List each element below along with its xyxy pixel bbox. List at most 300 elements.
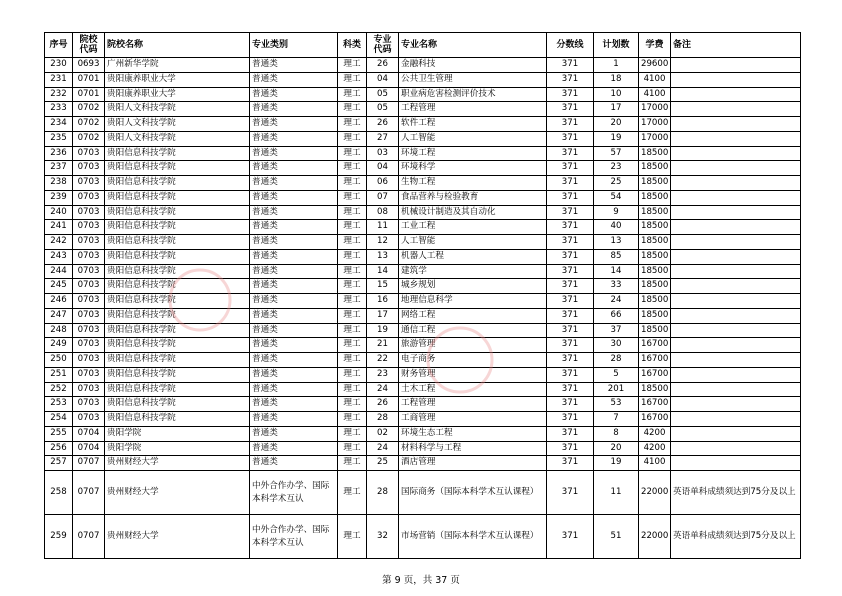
cell-major-type: 普通类 [250, 412, 338, 427]
cell-school-code: 0703 [73, 176, 105, 191]
cell-score-line: 371 [547, 397, 594, 412]
cell-score-line: 371 [547, 456, 594, 471]
cell-school-code: 0703 [73, 264, 105, 279]
cell-tuition: 29600 [639, 58, 671, 73]
cell-subject: 理工 [338, 426, 367, 441]
cell-tuition: 16700 [639, 353, 671, 368]
cell-major-code: 24 [367, 441, 399, 456]
cell-major-code: 23 [367, 367, 399, 382]
cell-score-line: 371 [547, 205, 594, 220]
cell-subject: 理工 [338, 249, 367, 264]
cell-tuition: 17000 [639, 131, 671, 146]
cell-plan: 20 [594, 117, 639, 132]
cell-note [671, 58, 801, 73]
cell-score-line: 371 [547, 426, 594, 441]
cell-seq: 235 [45, 131, 73, 146]
table-row [45, 353, 801, 368]
cell-subject: 理工 [338, 161, 367, 176]
cell-subject: 理工 [338, 456, 367, 471]
cell-note [671, 426, 801, 441]
cell-major-type: 普通类 [250, 87, 338, 102]
cell-subject: 理工 [338, 323, 367, 338]
cell-subject: 理工 [338, 279, 367, 294]
table-row [45, 294, 801, 309]
cell-major-type: 普通类 [250, 382, 338, 397]
cell-note [671, 367, 801, 382]
cell-seq: 246 [45, 294, 73, 309]
cell-tuition: 18500 [639, 294, 671, 309]
cell-major-code: 32 [367, 515, 399, 559]
table-row [45, 176, 801, 191]
cell-tuition: 18500 [639, 205, 671, 220]
cell-school-code: 0703 [73, 397, 105, 412]
cell-school-name: 贵阳信息科技学院 [105, 294, 250, 309]
cell-score-line: 371 [547, 338, 594, 353]
cell-seq: 249 [45, 338, 73, 353]
cell-subject: 理工 [338, 471, 367, 515]
cell-seq: 239 [45, 190, 73, 205]
cell-school-name: 广州新华学院 [105, 58, 250, 73]
cell-seq: 241 [45, 220, 73, 235]
cell-score-line: 371 [547, 220, 594, 235]
cell-tuition: 18500 [639, 146, 671, 161]
cell-tuition: 4100 [639, 456, 671, 471]
header-major-name: 专业名称 [399, 33, 547, 58]
cell-plan: 8 [594, 426, 639, 441]
cell-major-type: 普通类 [250, 441, 338, 456]
cell-school-code: 0704 [73, 426, 105, 441]
cell-tuition: 22000 [639, 515, 671, 559]
cell-major-name: 食品营养与检验教育 [399, 190, 547, 205]
cell-school-code: 0703 [73, 161, 105, 176]
cell-seq: 243 [45, 249, 73, 264]
cell-major-name: 机器人工程 [399, 249, 547, 264]
cell-tuition: 18500 [639, 220, 671, 235]
header-major-code: 专业 代码 [367, 33, 399, 58]
table-row [45, 397, 801, 412]
cell-seq: 256 [45, 441, 73, 456]
cell-score-line: 371 [547, 176, 594, 191]
cell-plan: 7 [594, 412, 639, 427]
cell-subject: 理工 [338, 87, 367, 102]
cell-seq: 253 [45, 397, 73, 412]
page-footer: 第 9 页，共 37 页 [382, 575, 460, 586]
admission-table [44, 32, 801, 559]
cell-school-name: 贵阳康养职业大学 [105, 72, 250, 87]
cell-tuition: 17000 [639, 117, 671, 132]
cell-major-code: 04 [367, 161, 399, 176]
cell-note [671, 338, 801, 353]
table-row [45, 146, 801, 161]
cell-school-name: 贵阳人文科技学院 [105, 102, 250, 117]
cell-score-line: 371 [547, 279, 594, 294]
cell-subject: 理工 [338, 190, 367, 205]
cell-subject: 理工 [338, 117, 367, 132]
cell-score-line: 371 [547, 412, 594, 427]
cell-plan: 11 [594, 471, 639, 515]
cell-score-line: 371 [547, 249, 594, 264]
cell-tuition: 16700 [639, 338, 671, 353]
cell-seq: 258 [45, 471, 73, 515]
cell-major-name: 网络工程 [399, 308, 547, 323]
header-score-line: 分数线 [547, 33, 594, 58]
cell-school-code: 0693 [73, 58, 105, 73]
cell-major-name: 职业病危害检测评价技术 [399, 87, 547, 102]
cell-major-code: 26 [367, 58, 399, 73]
cell-seq: 248 [45, 323, 73, 338]
cell-score-line: 371 [547, 367, 594, 382]
cell-note [671, 131, 801, 146]
cell-school-name: 贵州财经大学 [105, 456, 250, 471]
cell-tuition: 18500 [639, 264, 671, 279]
cell-score-line: 371 [547, 515, 594, 559]
table-row [45, 131, 801, 146]
cell-school-code: 0701 [73, 72, 105, 87]
cell-major-type: 普通类 [250, 176, 338, 191]
cell-plan: 20 [594, 441, 639, 456]
cell-major-type: 普通类 [250, 367, 338, 382]
cell-note [671, 146, 801, 161]
cell-subject: 理工 [338, 205, 367, 220]
header-subject: 科类 [338, 33, 367, 58]
cell-major-code: 11 [367, 220, 399, 235]
cell-tuition: 18500 [639, 161, 671, 176]
header-row [45, 33, 801, 58]
table-row [45, 382, 801, 397]
cell-major-type: 普通类 [250, 235, 338, 250]
table-row [45, 264, 801, 279]
cell-school-code: 0703 [73, 249, 105, 264]
cell-seq: 238 [45, 176, 73, 191]
cell-tuition: 4200 [639, 426, 671, 441]
cell-major-name: 通信工程 [399, 323, 547, 338]
cell-plan: 10 [594, 87, 639, 102]
cell-tuition: 4200 [639, 441, 671, 456]
admission-plan-sheet [44, 32, 800, 559]
cell-school-name: 贵阳信息科技学院 [105, 397, 250, 412]
cell-subject: 理工 [338, 176, 367, 191]
cell-school-code: 0703 [73, 190, 105, 205]
cell-school-name: 贵阳信息科技学院 [105, 235, 250, 250]
cell-note [671, 87, 801, 102]
cell-seq: 230 [45, 58, 73, 73]
cell-tuition: 18500 [639, 249, 671, 264]
cell-note [671, 412, 801, 427]
cell-score-line: 371 [547, 190, 594, 205]
cell-score-line: 371 [547, 294, 594, 309]
cell-major-code: 04 [367, 72, 399, 87]
cell-major-name: 人工智能 [399, 131, 547, 146]
cell-major-name: 生物工程 [399, 176, 547, 191]
table-row [45, 456, 801, 471]
cell-major-name: 市场营销（国际本科学术互认课程） [399, 515, 547, 559]
cell-subject: 理工 [338, 515, 367, 559]
cell-major-code: 27 [367, 131, 399, 146]
cell-score-line: 371 [547, 72, 594, 87]
cell-major-code: 25 [367, 456, 399, 471]
cell-school-name: 贵阳康养职业大学 [105, 87, 250, 102]
header-plan: 计划数 [594, 33, 639, 58]
cell-major-name: 建筑学 [399, 264, 547, 279]
cell-school-name: 贵阳信息科技学院 [105, 412, 250, 427]
cell-plan: 85 [594, 249, 639, 264]
cell-major-type: 普通类 [250, 249, 338, 264]
cell-seq: 232 [45, 87, 73, 102]
cell-subject: 理工 [338, 264, 367, 279]
cell-score-line: 371 [547, 353, 594, 368]
cell-major-code: 16 [367, 294, 399, 309]
cell-seq: 244 [45, 264, 73, 279]
cell-note [671, 235, 801, 250]
cell-tuition: 18500 [639, 308, 671, 323]
cell-subject: 理工 [338, 131, 367, 146]
cell-school-name: 贵阳人文科技学院 [105, 117, 250, 132]
cell-major-code: 17 [367, 308, 399, 323]
cell-note [671, 279, 801, 294]
cell-school-code: 0702 [73, 131, 105, 146]
cell-school-name: 贵阳信息科技学院 [105, 176, 250, 191]
cell-score-line: 371 [547, 102, 594, 117]
cell-subject: 理工 [338, 412, 367, 427]
cell-seq: 240 [45, 205, 73, 220]
cell-note [671, 441, 801, 456]
cell-school-name: 贵州财经大学 [105, 515, 250, 559]
cell-seq: 237 [45, 161, 73, 176]
cell-major-type: 普通类 [250, 205, 338, 220]
cell-note: 英语单科成绩须达到75分及以上 [671, 471, 801, 515]
cell-major-type: 普通类 [250, 353, 338, 368]
cell-major-type: 普通类 [250, 102, 338, 117]
cell-major-type: 中外合作办学、国际本科学术互认 [250, 471, 338, 515]
cell-school-code: 0703 [73, 205, 105, 220]
cell-tuition: 18500 [639, 382, 671, 397]
table-row [45, 412, 801, 427]
header-school-name: 院校名称 [105, 33, 250, 58]
cell-subject: 理工 [338, 235, 367, 250]
cell-plan: 66 [594, 308, 639, 323]
cell-plan: 13 [594, 235, 639, 250]
cell-school-name: 贵阳人文科技学院 [105, 131, 250, 146]
cell-school-name: 贵阳信息科技学院 [105, 161, 250, 176]
cell-major-name: 软件工程 [399, 117, 547, 132]
cell-tuition: 18500 [639, 279, 671, 294]
cell-major-code: 02 [367, 426, 399, 441]
cell-school-code: 0703 [73, 146, 105, 161]
cell-score-line: 371 [547, 161, 594, 176]
cell-score-line: 371 [547, 117, 594, 132]
cell-major-name: 酒店管理 [399, 456, 547, 471]
cell-school-name: 贵阳信息科技学院 [105, 146, 250, 161]
cell-plan: 37 [594, 323, 639, 338]
cell-plan: 19 [594, 456, 639, 471]
cell-school-code: 0703 [73, 353, 105, 368]
cell-plan: 14 [594, 264, 639, 279]
cell-note [671, 249, 801, 264]
cell-major-name: 公共卫生管理 [399, 72, 547, 87]
cell-major-name: 财务管理 [399, 367, 547, 382]
cell-school-code: 0703 [73, 412, 105, 427]
cell-major-name: 地理信息科学 [399, 294, 547, 309]
cell-score-line: 371 [547, 58, 594, 73]
cell-major-code: 13 [367, 249, 399, 264]
cell-major-name: 工程管理 [399, 102, 547, 117]
cell-major-type: 中外合作办学、国际本科学术互认 [250, 515, 338, 559]
cell-note [671, 72, 801, 87]
cell-note [671, 294, 801, 309]
cell-major-type: 普通类 [250, 294, 338, 309]
cell-major-name: 电子商务 [399, 353, 547, 368]
cell-major-code: 21 [367, 338, 399, 353]
cell-major-name: 金融科技 [399, 58, 547, 73]
cell-school-name: 贵阳信息科技学院 [105, 353, 250, 368]
cell-major-name: 旅游管理 [399, 338, 547, 353]
header-major-type: 专业类别 [250, 33, 338, 58]
cell-note [671, 220, 801, 235]
table-row [45, 190, 801, 205]
cell-seq: 257 [45, 456, 73, 471]
cell-major-code: 15 [367, 279, 399, 294]
cell-note [671, 176, 801, 191]
cell-plan: 25 [594, 176, 639, 191]
cell-plan: 1 [594, 58, 639, 73]
cell-seq: 233 [45, 102, 73, 117]
cell-plan: 57 [594, 146, 639, 161]
cell-school-code: 0703 [73, 220, 105, 235]
cell-major-name: 工业工程 [399, 220, 547, 235]
cell-plan: 17 [594, 102, 639, 117]
cell-seq: 236 [45, 146, 73, 161]
cell-plan: 201 [594, 382, 639, 397]
cell-school-code: 0707 [73, 471, 105, 515]
table-row [45, 515, 801, 559]
cell-tuition: 18500 [639, 190, 671, 205]
table-row [45, 441, 801, 456]
cell-major-type: 普通类 [250, 323, 338, 338]
header-school-code: 院校 代码 [73, 33, 105, 58]
cell-note [671, 397, 801, 412]
cell-major-code: 26 [367, 397, 399, 412]
cell-score-line: 371 [547, 235, 594, 250]
cell-plan: 30 [594, 338, 639, 353]
cell-seq: 242 [45, 235, 73, 250]
cell-major-code: 19 [367, 323, 399, 338]
cell-school-name: 贵阳信息科技学院 [105, 308, 250, 323]
cell-tuition: 4100 [639, 87, 671, 102]
cell-school-name: 贵阳信息科技学院 [105, 205, 250, 220]
cell-major-name: 环境生态工程 [399, 426, 547, 441]
cell-seq: 255 [45, 426, 73, 441]
cell-tuition: 18500 [639, 323, 671, 338]
cell-school-name: 贵阳信息科技学院 [105, 279, 250, 294]
table-body [45, 58, 801, 559]
cell-score-line: 371 [547, 471, 594, 515]
cell-subject: 理工 [338, 294, 367, 309]
cell-note: 英语单科成绩须达到75分及以上 [671, 515, 801, 559]
cell-seq: 231 [45, 72, 73, 87]
cell-major-code: 26 [367, 117, 399, 132]
cell-school-code: 0704 [73, 441, 105, 456]
cell-score-line: 371 [547, 131, 594, 146]
cell-note [671, 323, 801, 338]
cell-subject: 理工 [338, 367, 367, 382]
cell-plan: 18 [594, 72, 639, 87]
cell-major-code: 24 [367, 382, 399, 397]
cell-score-line: 371 [547, 308, 594, 323]
table-row [45, 367, 801, 382]
cell-seq: 254 [45, 412, 73, 427]
cell-school-code: 0703 [73, 308, 105, 323]
table-row [45, 72, 801, 87]
cell-score-line: 371 [547, 323, 594, 338]
cell-note [671, 117, 801, 132]
table-row [45, 426, 801, 441]
cell-major-type: 普通类 [250, 58, 338, 73]
cell-tuition: 16700 [639, 397, 671, 412]
cell-major-code: 22 [367, 353, 399, 368]
table-row [45, 338, 801, 353]
cell-major-name: 工程管理 [399, 397, 547, 412]
table-row [45, 87, 801, 102]
cell-major-type: 普通类 [250, 131, 338, 146]
cell-note [671, 190, 801, 205]
cell-tuition: 18500 [639, 235, 671, 250]
cell-major-code: 07 [367, 190, 399, 205]
cell-tuition: 22000 [639, 471, 671, 515]
cell-note [671, 456, 801, 471]
cell-major-name: 环境科学 [399, 161, 547, 176]
cell-major-code: 08 [367, 205, 399, 220]
cell-school-name: 贵阳信息科技学院 [105, 323, 250, 338]
cell-major-name: 材料科学与工程 [399, 441, 547, 456]
cell-plan: 28 [594, 353, 639, 368]
table-row [45, 58, 801, 73]
cell-subject: 理工 [338, 220, 367, 235]
table-row [45, 308, 801, 323]
cell-major-name: 工商管理 [399, 412, 547, 427]
cell-note [671, 161, 801, 176]
table-row [45, 471, 801, 515]
cell-major-type: 普通类 [250, 338, 338, 353]
cell-school-name: 贵阳信息科技学院 [105, 249, 250, 264]
cell-school-code: 0703 [73, 367, 105, 382]
cell-major-code: 03 [367, 146, 399, 161]
table-row [45, 249, 801, 264]
cell-school-name: 贵阳信息科技学院 [105, 338, 250, 353]
cell-plan: 23 [594, 161, 639, 176]
cell-school-name: 贵阳学院 [105, 426, 250, 441]
cell-subject: 理工 [338, 308, 367, 323]
cell-seq: 234 [45, 117, 73, 132]
cell-major-type: 普通类 [250, 426, 338, 441]
cell-major-name: 机械设计制造及其自动化 [399, 205, 547, 220]
cell-school-code: 0703 [73, 235, 105, 250]
cell-plan: 33 [594, 279, 639, 294]
cell-major-type: 普通类 [250, 264, 338, 279]
cell-subject: 理工 [338, 382, 367, 397]
cell-major-code: 05 [367, 87, 399, 102]
header-tuition: 学费 [639, 33, 671, 58]
table-row [45, 220, 801, 235]
table-row [45, 323, 801, 338]
table-row [45, 161, 801, 176]
cell-seq: 251 [45, 367, 73, 382]
cell-major-code: 14 [367, 264, 399, 279]
cell-major-type: 普通类 [250, 117, 338, 132]
cell-score-line: 371 [547, 146, 594, 161]
cell-major-type: 普通类 [250, 279, 338, 294]
cell-plan: 9 [594, 205, 639, 220]
cell-school-name: 贵阳信息科技学院 [105, 190, 250, 205]
